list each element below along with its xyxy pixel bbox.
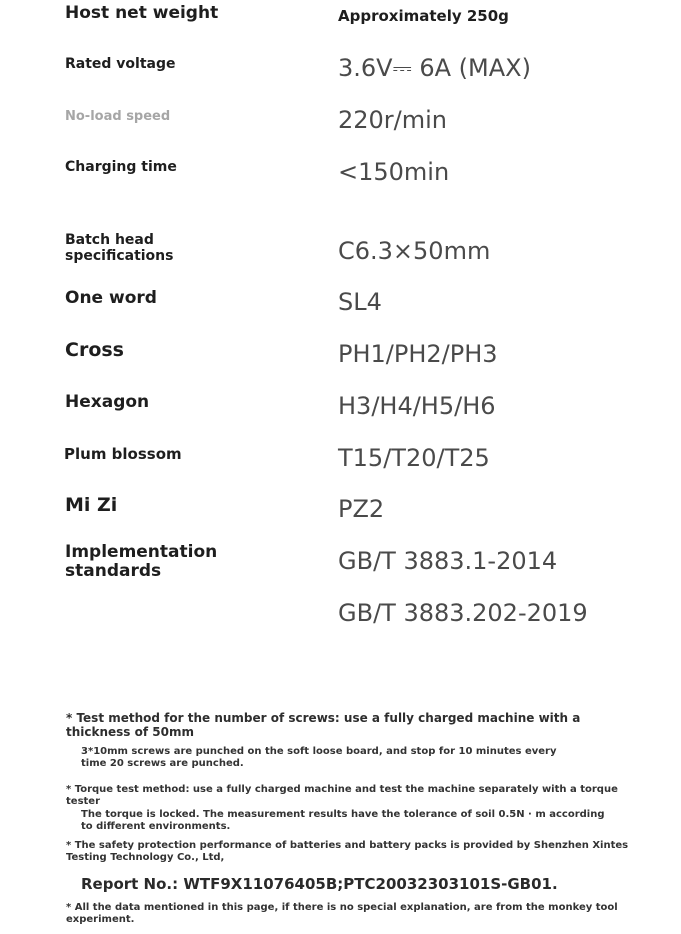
spec-value-implementation-standard-1: GB/T 3883.1-2014 bbox=[338, 547, 558, 575]
spec-label-hexagon: Hexagon bbox=[65, 392, 150, 412]
spec-label-one-word: One word bbox=[65, 288, 157, 308]
note-safety-protection: * The safety protection performance of batteries and battery packs is provided by Shenzhen Xintes Testing Technology Co., Ltd, bbox=[66, 840, 629, 863]
spec-value-plum-blossom: T15/T20/T25 bbox=[338, 444, 490, 472]
report-number: Report No.: WTF9X11076405B;PTC20032303101S-GB01. bbox=[81, 875, 558, 893]
spec-label-cross: Cross bbox=[65, 339, 124, 361]
spec-value-batch-head: C6.3×50mm bbox=[338, 237, 491, 265]
note-screw-test-method: * Test method for the number of screws: use a fully charged machine with a thickness of 50mm bbox=[66, 711, 581, 740]
note-data-source: * All the data mentioned in this page, if there is no special explanation, are from the monkey tool experiment. bbox=[66, 902, 618, 925]
note-torque-test-detail: The torque is locked. The measurement results have the tolerance of soil 0.5N · m according to different environments. bbox=[81, 809, 605, 832]
spec-label-batch-head: Batch head specifications bbox=[65, 232, 174, 264]
spec-label-mi-zi: Mi Zi bbox=[65, 494, 118, 516]
spec-value-mi-zi: PZ2 bbox=[338, 495, 385, 523]
spec-value-implementation-standard-2: GB/T 3883.202-2019 bbox=[338, 599, 588, 627]
spec-value-hexagon: H3/H4/H5/H6 bbox=[338, 392, 496, 420]
spec-value-no-load-speed: 220r/min bbox=[338, 106, 448, 134]
note-screw-test-detail: 3*10mm screws are punched on the soft loose board, and stop for 10 minutes every time 20 screws are punched. bbox=[81, 746, 557, 769]
spec-value-charging-time: <150min bbox=[338, 158, 450, 186]
spec-label-charging-time: Charging time bbox=[65, 159, 177, 175]
note-torque-test-method: * Torque test method: use a fully charged machine and test the machine separately with a torque tester bbox=[66, 784, 618, 807]
spec-label-plum-blossom: Plum blossom bbox=[64, 445, 182, 463]
spec-value-rated-voltage: 3.6V⎓ 6A (MAX) bbox=[338, 54, 531, 82]
spec-label-no-load-speed: No-load speed bbox=[65, 109, 171, 124]
spec-value-cross: PH1/PH2/PH3 bbox=[338, 340, 498, 368]
spec-label-host-net-weight: Host net weight bbox=[65, 3, 219, 23]
spec-value-host-net-weight: Approximately 250g bbox=[338, 7, 509, 25]
spec-value-one-word: SL4 bbox=[338, 288, 382, 316]
spec-label-implementation-standards: Implementation standards bbox=[65, 542, 218, 582]
spec-label-rated-voltage: Rated voltage bbox=[65, 56, 176, 72]
